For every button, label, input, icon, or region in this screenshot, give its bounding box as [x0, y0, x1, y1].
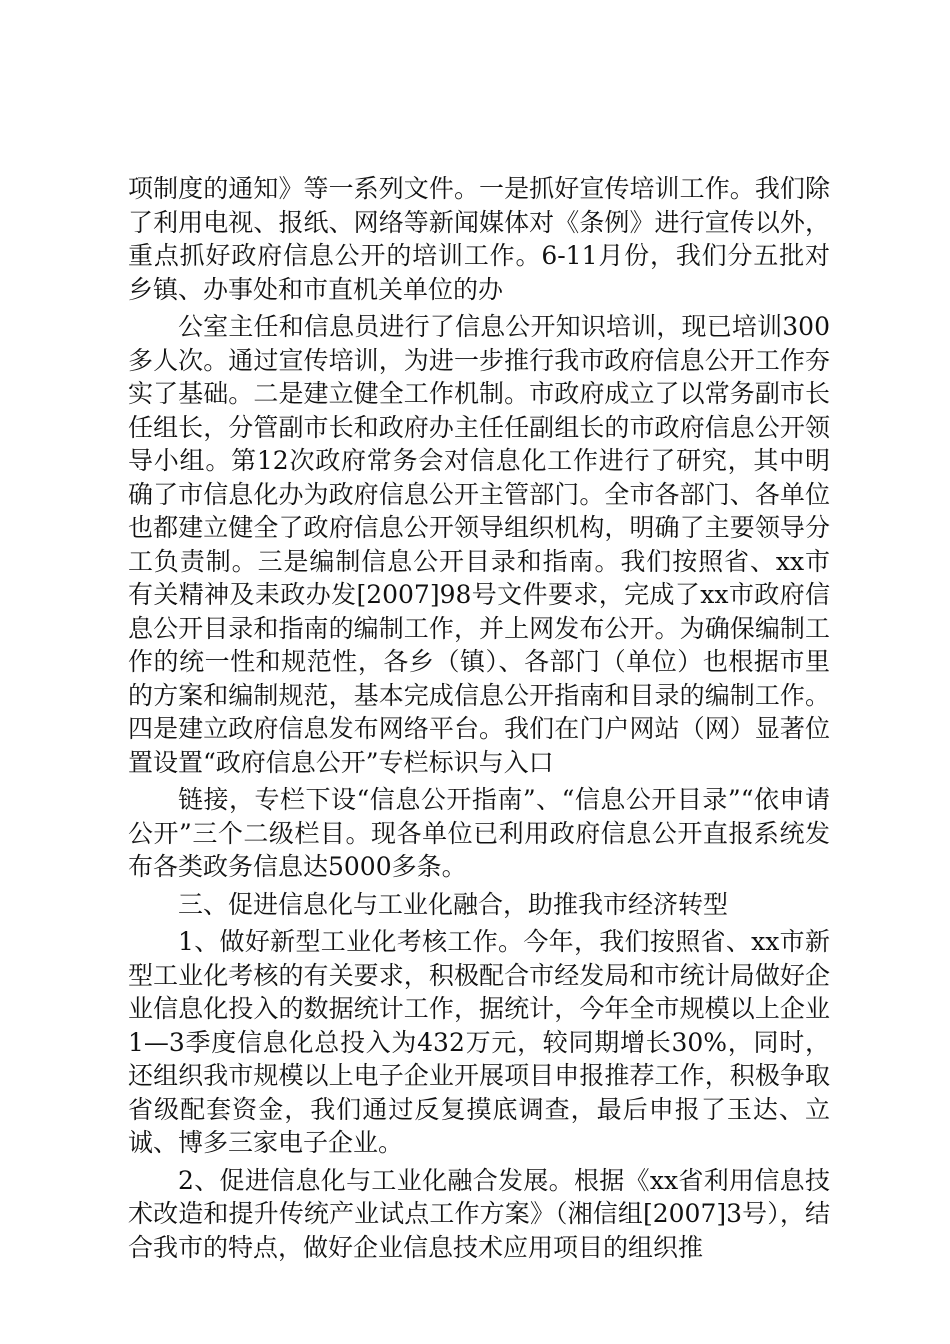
- section-heading-three: 三、促进信息化与工业化融合，助推我市经济转型: [178, 889, 729, 919]
- paragraph-continuation: 项制度的通知》等一系列文件。一是抓好宣传培训工作。我们除了利用电视、报纸、网络等新闻媒体对《条例》进行宣传以外，重点抓好政府信息公开的培训工作。6-11月份，我们分五批对乡镇、办事处和市直机关单位的办: [128, 174, 830, 304]
- document-body: [128, 172, 830, 1268]
- paragraph-item-two: 2、促进信息化与工业化融合发展。根据《xx省利用信息技术改造和提升传统产业试点工作方案》（湘信组[2007]3号），结合我市的特点，做好企业信息技术应用项目的组织推: [128, 1165, 830, 1262]
- paragraph-item-one: 1、做好新型工业化考核工作。今年，我们按照省、xx市新型工业化考核的有关要求，积极配合市经发局和市统计局做好企业信息化投入的数据统计工作，据统计，今年全市规模以上企业1—3季度信息化总投入为432万元，较同期增长30%，同时，还组织我市规模以上电子企业开展项目申报推荐工作，积极争取省级配套资金，我们通过反复摸底调查，最后申报了玉达、立诚、博多三家电子企业。: [128, 927, 830, 1157]
- paragraph-training: 公室主任和信息员进行了信息公开知识培训，现已培训300多人次。通过宣传培训，为进一步推行我市政府信息公开工作夯实了基础。二是建立健全工作机制。市政府成立了以常务副市长任组长，分管副市长和政府办主任任副组长的市政府信息公开领导小组。第12次政府常务会对信息化工作进行了研究，其中明确了市信息化办为政府信息公开主管部门。全市各部门、各单位也都建立健全了政府信息公开领导组织机构，明确了主要领导分工负责制。三是编制信息公开目录和指南。我们按照省、xx市有关精神及耒政办发[2007]98号文件要求，完成了xx市政府信息公开目录和指南的编制工作，并上网发布公开。为确保编制工作的统一性和规范性，各乡（镇）、各部门（单位）也根据市里的方案和编制规范，基本完成信息公开指南和目录的编制工作。四是建立政府信息发布网络平台。我们在门户网站（网）显著位置设置“政府信息公开”专栏标识与入口: [128, 312, 830, 777]
- paragraph-links: 链接，专栏下设“信息公开指南”、“信息公开目录”“依申请公开”三个二级栏目。现各单位已利用政府信息公开直报系统发布各类政务信息达5000多条。: [128, 785, 830, 881]
